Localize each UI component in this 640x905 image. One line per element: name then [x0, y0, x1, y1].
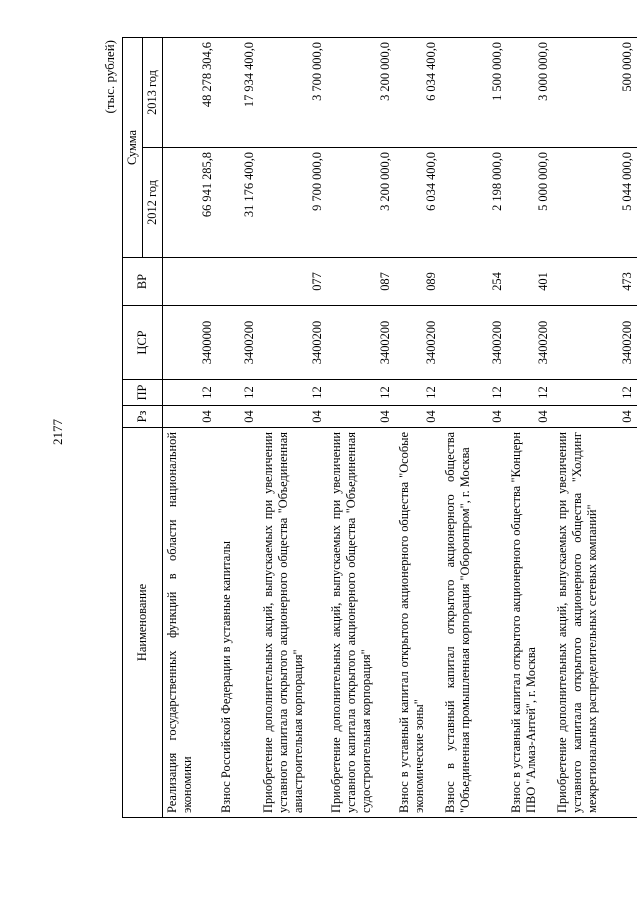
row-2013: 500 000,0	[553, 38, 637, 148]
row-rz: 04	[441, 406, 507, 428]
row-name: Взнос в уставный капитал открытого акционерного общества "Объединенная промышленная корпорация "Оборонпром", г. Москва	[441, 428, 507, 818]
row-2013: 48 278 304,6	[163, 38, 217, 148]
row-vr: 401	[507, 258, 553, 306]
row-2012: 5 044 000,0	[553, 148, 637, 258]
row-csr: 3400200	[259, 306, 327, 380]
row-pr: 12	[217, 380, 259, 406]
row-pr: 12	[259, 380, 327, 406]
page-number-text: 2177	[50, 419, 65, 445]
header-vr: ВР	[123, 258, 163, 306]
row-pr: 12	[553, 380, 637, 406]
row-csr: 3400200	[553, 306, 637, 380]
row-rz: 04	[507, 406, 553, 428]
rotated-page-content	[98, 38, 634, 818]
row-2012: 31 176 400,0	[217, 148, 259, 258]
header-name: Наименование	[123, 428, 163, 818]
row-rz: 04	[327, 406, 395, 428]
row-name: Реализация государственных функций в области национальной экономики	[163, 428, 217, 818]
row-vr: 077	[259, 258, 327, 306]
row-rz: 04	[259, 406, 327, 428]
header-csr: ЦСР	[123, 306, 163, 380]
header-pr: ПР	[123, 380, 163, 406]
row-pr: 12	[395, 380, 441, 406]
row-csr: 3400200	[441, 306, 507, 380]
row-2012: 66 941 285,8	[163, 148, 217, 258]
row-2012: 5 000 000,0	[507, 148, 553, 258]
row-2013: 6 034 400,0	[395, 38, 441, 148]
row-vr	[163, 258, 217, 306]
row-rz: 04	[553, 406, 637, 428]
row-2013: 3 200 000,0	[327, 38, 395, 148]
row-name: Приобретение дополнительных акций, выпускаемых при увеличении уставного капитала открытого акционерного общества "Объединенная судостроительная корпорация"	[327, 428, 395, 818]
row-2013: 3 000 000,0	[507, 38, 553, 148]
row-vr: 087	[327, 258, 395, 306]
header-sum: Сумма	[123, 38, 143, 258]
table-row	[395, 38, 441, 818]
row-2012: 3 200 000,0	[327, 148, 395, 258]
page-number	[44, 412, 72, 452]
row-name: Взнос Российской Федерации в уставные капиталы	[217, 428, 259, 818]
budget-table	[122, 37, 637, 818]
header-rz: Рз	[123, 406, 163, 428]
units-label: (тыс. рублей)	[102, 40, 117, 114]
table-row	[553, 38, 637, 818]
row-vr: 473	[553, 258, 637, 306]
table-row	[259, 38, 327, 818]
row-rz: 04	[163, 406, 217, 428]
row-vr: 254	[441, 258, 507, 306]
table-row	[441, 38, 507, 818]
header-2013: 2013 год	[143, 38, 163, 148]
row-name: Взнос в уставный капитал открытого акционерного общества "Концерн ПВО "Алмаз-Антей", г. Москва	[507, 428, 553, 818]
header-2012: 2012 год	[143, 148, 163, 258]
row-2013: 3 700 000,0	[259, 38, 327, 148]
header-row	[123, 38, 143, 818]
table-row	[507, 38, 553, 818]
row-pr: 12	[507, 380, 553, 406]
table-body	[163, 38, 637, 818]
row-vr: 089	[395, 258, 441, 306]
row-2012: 6 034 400,0	[395, 148, 441, 258]
row-name: Приобретение дополнительных акций, выпускаемых при увеличении уставного капитала открытого акционерного общества "Объединенная авиастроительная корпорация"	[259, 428, 327, 818]
row-2013: 1 500 000,0	[441, 38, 507, 148]
row-rz: 04	[217, 406, 259, 428]
row-name: Взнос в уставный капитал открытого акционерного общества "Особые экономические зоны"	[395, 428, 441, 818]
row-name: Приобретение дополнительных акций, выпускаемых при увеличении уставного капитала открытого акционерного общества "Холдинг межрегиональных распределительных сетевых компаний"	[553, 428, 637, 818]
row-pr: 12	[441, 380, 507, 406]
row-csr: 3400200	[217, 306, 259, 380]
row-csr: 3400000	[163, 306, 217, 380]
row-pr: 12	[163, 380, 217, 406]
table-row	[327, 38, 395, 818]
row-vr	[217, 258, 259, 306]
row-2012: 2 198 000,0	[441, 148, 507, 258]
row-csr: 3400200	[327, 306, 395, 380]
row-2013: 17 934 400,0	[217, 38, 259, 148]
row-2012: 9 700 000,0	[259, 148, 327, 258]
row-pr: 12	[327, 380, 395, 406]
table-row	[163, 38, 217, 818]
table-row	[217, 38, 259, 818]
row-csr: 3400200	[395, 306, 441, 380]
row-rz: 04	[395, 406, 441, 428]
row-csr: 3400200	[507, 306, 553, 380]
